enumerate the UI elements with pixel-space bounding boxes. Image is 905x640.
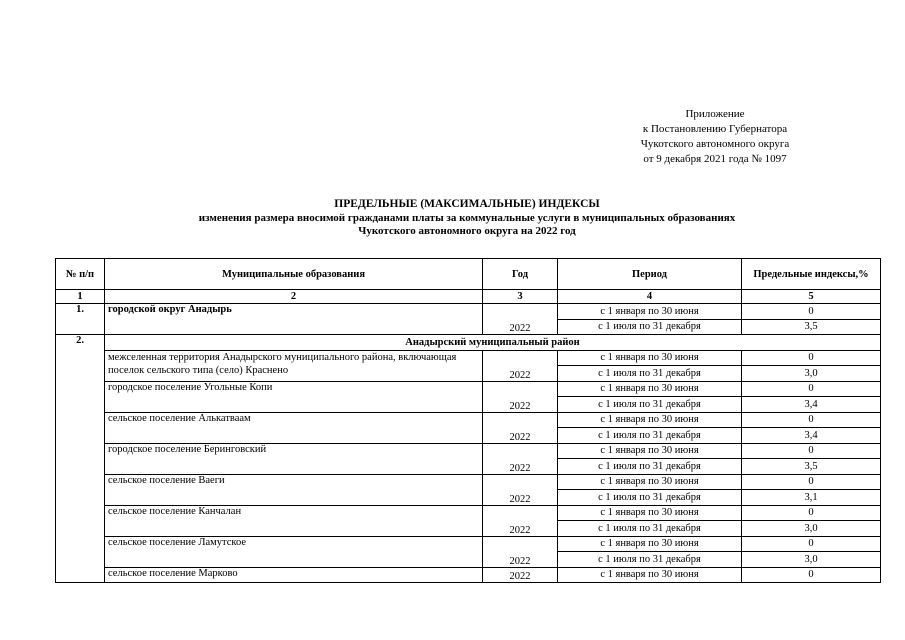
appendix-line-4: от 9 декабря 2021 года № 1097 — [643, 153, 787, 165]
title-line-2: изменения размера вносимой гражданами платы за коммунальные услуги в муниципальных образованиях — [198, 211, 736, 224]
header-num: № п/п — [56, 259, 105, 290]
section-row — [56, 335, 881, 351]
year-cell: 2022 — [483, 567, 558, 583]
period-cell: с 1 июля по 31 декабря — [558, 521, 742, 537]
municipality-name-text: межселенная территория Анадырского муниципального района, включающая поселок сельского типа (село) Краснено — [108, 351, 457, 376]
municipality-name: городской округ Анадырь — [105, 304, 483, 335]
year-cell: 2022 — [483, 304, 558, 335]
period-cell: с 1 января по 30 июня — [558, 536, 742, 552]
indices-table — [55, 258, 881, 583]
index-cell: 3,0 — [742, 552, 881, 568]
index-cell: 3,5 — [742, 459, 881, 475]
period-cell: с 1 января по 30 июня — [558, 350, 742, 366]
table-row — [56, 567, 881, 583]
index-cell: 3,1 — [742, 490, 881, 506]
appendix-line-1: Приложение — [685, 108, 745, 120]
row-num: 1. — [56, 304, 105, 335]
index-cell: 3,4 — [742, 428, 881, 444]
colnum-1: 1 — [56, 290, 105, 304]
year-cell: 2022 — [483, 536, 558, 567]
municipality-name: городское поселение Беринговский — [105, 443, 483, 474]
year-cell: 2022 — [483, 474, 558, 505]
year-cell: 2022 — [483, 443, 558, 474]
period-cell: с 1 января по 30 июня — [558, 505, 742, 521]
period-cell: с 1 июля по 31 декабря — [558, 397, 742, 413]
header-index — [742, 259, 881, 290]
index-cell: 0 — [742, 381, 881, 397]
period-cell: с 1 июля по 31 декабря — [558, 366, 742, 382]
municipality-name: сельское поселение Ламутское — [105, 536, 483, 567]
municipality-name: сельское поселение Канчалан — [105, 505, 483, 536]
index-cell: 3,4 — [742, 397, 881, 413]
year-cell: 2022 — [483, 505, 558, 536]
period-cell: с 1 января по 30 июня — [558, 567, 742, 583]
table-row — [56, 304, 881, 320]
appendix-block — [610, 107, 820, 167]
header-index-text: Предельные индексы,% — [753, 268, 869, 280]
period-cell: с 1 июля по 31 декабря — [558, 552, 742, 568]
period-cell: с 1 января по 30 июня — [558, 443, 742, 459]
municipality-name — [105, 350, 483, 381]
year-cell: 2022 — [483, 381, 558, 412]
table-row — [56, 350, 881, 366]
period-cell: с 1 июля по 31 декабря — [558, 490, 742, 506]
colnum-3: 3 — [483, 290, 558, 304]
period-cell: с 1 января по 30 июня — [558, 412, 742, 428]
header-year: Год — [483, 259, 558, 290]
period-cell: с 1 июля по 31 декабря — [558, 459, 742, 475]
title-main: ПРЕДЕЛЬНЫЕ (МАКСИМАЛЬНЫЕ) ИНДЕКСЫ — [334, 198, 600, 210]
header-row — [56, 259, 881, 290]
section-title: Анадырский муниципальный район — [105, 335, 881, 351]
index-cell: 0 — [742, 536, 881, 552]
appendix-line-2: к Постановлению Губернатора — [642, 123, 788, 135]
table-row — [56, 381, 881, 397]
index-cell: 3,5 — [742, 319, 881, 335]
index-cell: 3,0 — [742, 366, 881, 382]
period-cell: с 1 июля по 31 декабря — [558, 319, 742, 335]
municipality-name: сельское поселение Ваеги — [105, 474, 483, 505]
index-cell: 0 — [742, 474, 881, 490]
period-cell: с 1 января по 30 июня — [558, 474, 742, 490]
colnum-2: 2 — [105, 290, 483, 304]
table-row — [56, 505, 881, 521]
year-cell: 2022 — [483, 350, 558, 381]
municipality-name: городское поселение Угольные Копи — [105, 381, 483, 412]
row-num: 2. — [56, 335, 105, 583]
column-numbers-row — [56, 290, 881, 304]
index-cell: 0 — [742, 443, 881, 459]
header-municipality: Муниципальные образования — [105, 259, 483, 290]
header-period: Период — [558, 259, 742, 290]
table-row — [56, 474, 881, 490]
index-cell: 3,0 — [742, 521, 881, 537]
appendix-line-3: Чукотского автономного округа — [640, 138, 790, 150]
table-row — [56, 536, 881, 552]
title-line-3: Чукотского автономного округа на 2022 год — [358, 225, 576, 237]
table-row — [56, 412, 881, 428]
municipality-name: сельское поселение Алькатваам — [105, 412, 483, 443]
colnum-5: 5 — [742, 290, 881, 304]
period-cell: с 1 января по 30 июня — [558, 304, 742, 320]
colnum-4: 4 — [558, 290, 742, 304]
year-cell: 2022 — [483, 412, 558, 443]
index-cell: 0 — [742, 567, 881, 583]
table-row — [56, 443, 881, 459]
index-cell: 0 — [742, 350, 881, 366]
document-title — [55, 198, 879, 239]
municipality-name: сельское поселение Марково — [105, 567, 483, 583]
index-cell: 0 — [742, 412, 881, 428]
period-cell: с 1 января по 30 июня — [558, 381, 742, 397]
index-cell: 0 — [742, 505, 881, 521]
index-cell: 0 — [742, 304, 881, 320]
period-cell: с 1 июля по 31 декабря — [558, 428, 742, 444]
